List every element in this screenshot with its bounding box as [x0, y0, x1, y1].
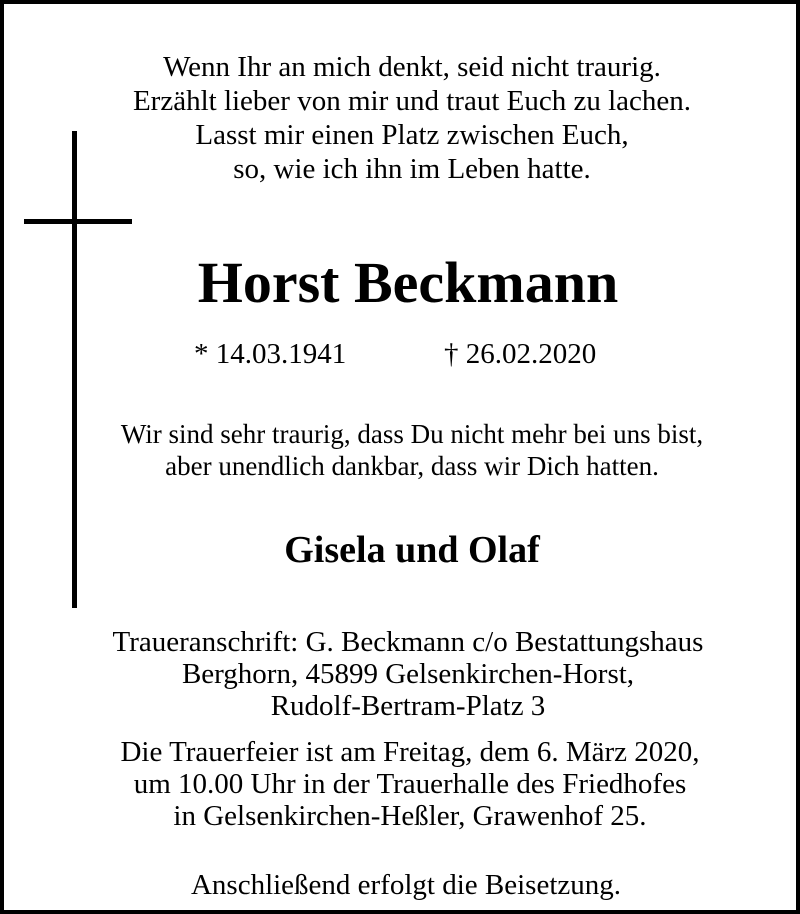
cross-horizontal-bar: [24, 219, 132, 224]
poem-line: Wenn Ihr an mich denkt, seid nicht traurig.: [163, 51, 661, 83]
address-line: Traueranschrift: G. Beckmann c/o Bestattungshaus: [112, 626, 704, 658]
poem-line: Lasst mir einen Platz zwischen Euch,: [195, 119, 629, 151]
ceremony-line: um 10.00 Uhr in der Trauerhalle des Friedhofes: [133, 768, 687, 800]
mourning-message: [12, 418, 800, 482]
survivors-names: Gisela und Olaf: [284, 529, 540, 571]
mourning-address: [8, 626, 800, 722]
poem-line: so, wie ich ihn im Leben hatte.: [233, 153, 591, 185]
ceremony-line: Die Trauerfeier ist am Freitag, dem 6. März 2020,: [120, 736, 700, 768]
message-line: Wir sind sehr traurig, dass Du nicht mehr bei uns bist,: [120, 419, 704, 449]
address-line: Berghorn, 45899 Gelsenkirchen-Horst,: [181, 658, 635, 690]
ceremony-line: in Gelsenkirchen-Heßler, Grawenhof 25.: [173, 800, 647, 832]
deceased-name: Horst Beckmann: [197, 250, 619, 315]
death-date: † 26.02.2020: [444, 338, 597, 370]
message-line: aber unendlich dankbar, dass wir Dich hatten.: [165, 451, 659, 481]
birth-date: * 14.03.1941: [194, 338, 347, 370]
poem-verse: [12, 50, 800, 186]
burial-note: Anschließend erfolgt die Beisetzung.: [190, 869, 622, 901]
poem-line: Erzählt lieber von mir und traut Euch zu lachen.: [132, 85, 692, 117]
address-line: Rudolf-Bertram-Platz 3: [270, 690, 546, 722]
funeral-ceremony-info: [10, 736, 800, 832]
